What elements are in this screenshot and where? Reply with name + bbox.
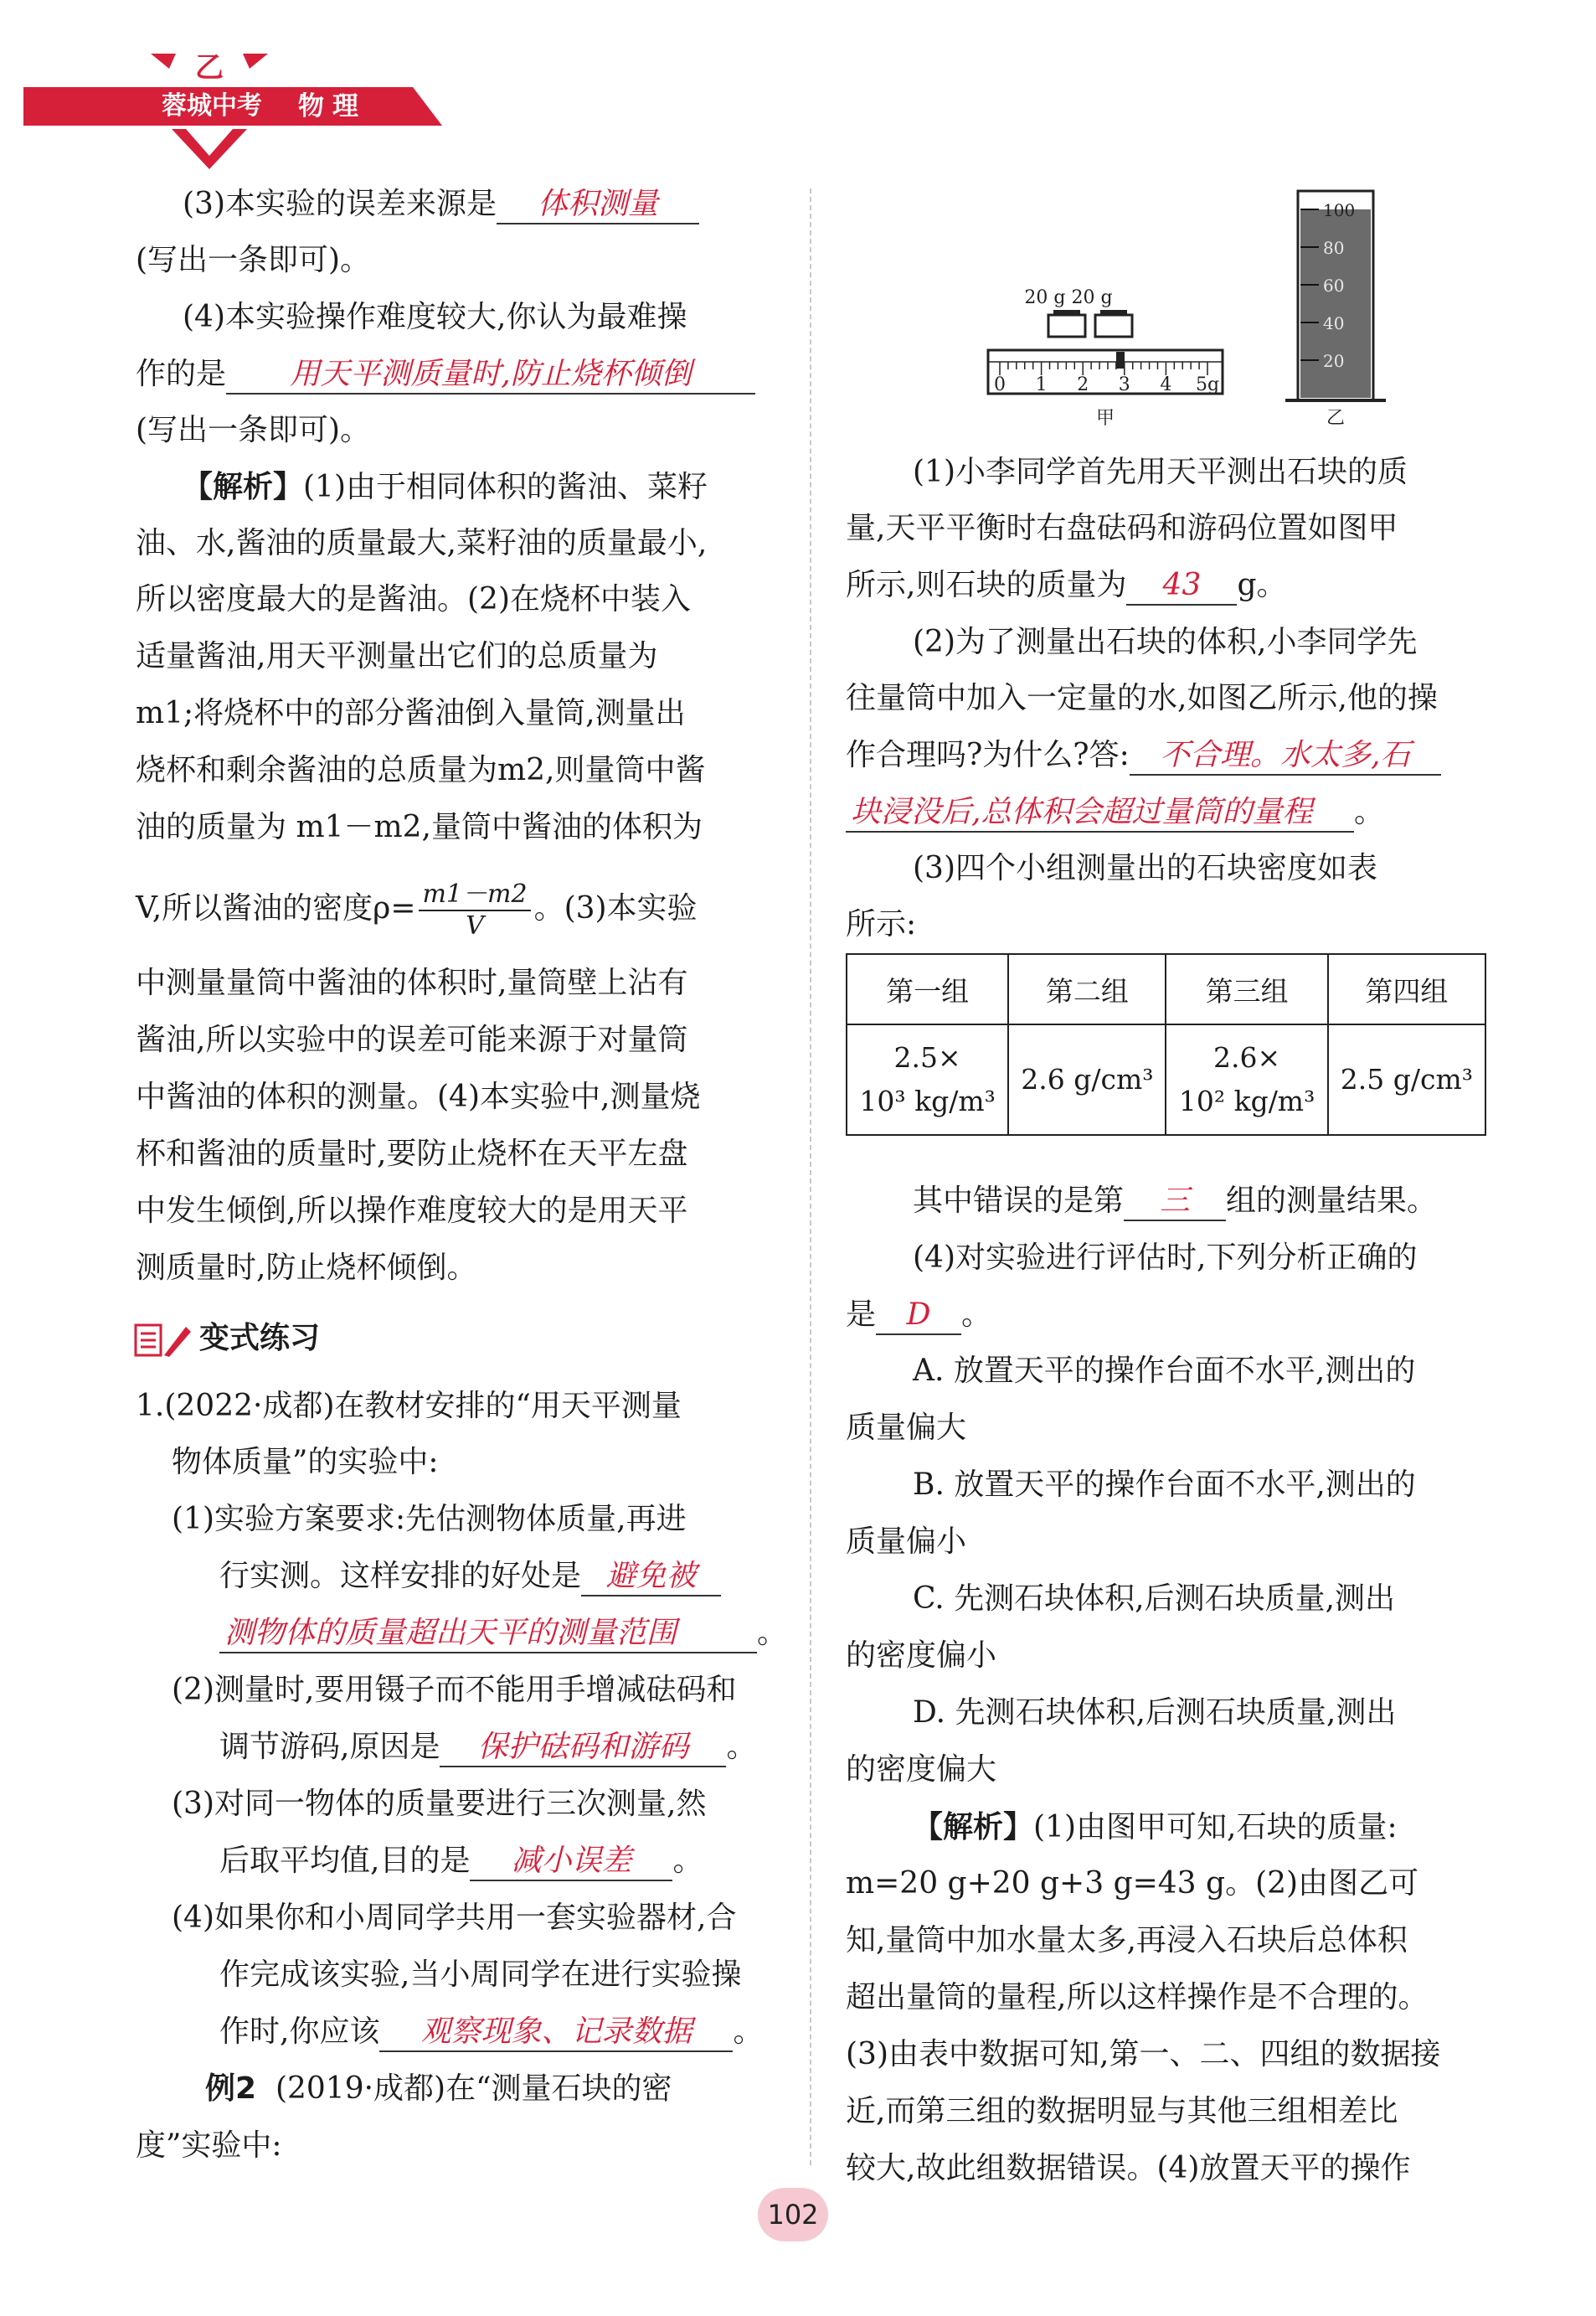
p2-line1: (2)为了测量出石块的体积,小李同学先 — [913, 625, 1418, 659]
answer-field: 用天平测质量时,防止烧杯倾倒 — [226, 356, 755, 395]
example-2-line2: 度”实验中: — [136, 2128, 282, 2163]
weights-label: 20 g 20 g — [1024, 287, 1113, 308]
ex1-q2-line1: (2)测量时,要用镊子而不能用手增减砝码和 — [172, 1673, 737, 1707]
p4-line1: (4)对实验进行评估时,下列分析正确的 — [913, 1241, 1418, 1275]
analysis-line: 所以密度最大的是酱油。(2)在烧杯中装入 — [136, 582, 691, 616]
answer-field: 测物体的质量超出天平的测量范围 — [219, 1615, 757, 1653]
analysis-line: 烧杯和剩余酱油的总质量为m2,则量筒中酱 — [136, 753, 706, 787]
table-header-cell: 第三组 — [1166, 954, 1327, 1024]
p3-answer-line: 其中错误的是第 三 组的测量结果。 — [913, 1181, 1437, 1221]
analysis-line: 中酱油的体积的测量。(4)本实验中,测量烧 — [136, 1080, 701, 1114]
balance-scale-ruler — [988, 350, 1223, 394]
svg-text:乙: 乙 — [195, 51, 224, 85]
q3-suffix: (写出一条即可)。 — [136, 243, 371, 277]
balance-and-cylinder-figure — [963, 176, 1532, 444]
cylinder-tick-label: 60 — [1323, 276, 1345, 296]
analysis-line: 超出量筒的量程,所以这样操作是不合理的。 — [846, 1980, 1429, 2014]
analysis-line: 油的质量为 m1－m2,量筒中酱油的体积为 — [136, 810, 703, 844]
analysis-line: 较大,故此组数据错误。(4)放置天平的操作 — [846, 2151, 1411, 2185]
example-label: 例2 — [205, 2071, 257, 2106]
ex1-q3-line1: (3)对同一物体的质量要进行三次测量,然 — [172, 1787, 707, 1821]
answer-field: D — [876, 1297, 961, 1335]
q4-line2: 作的是 用天平测质量时,防止烧杯倾倒 — [136, 354, 755, 395]
analysis-line: 【解析】(1)由图甲可知,石块的质量: — [913, 1809, 1398, 1844]
table-header-row — [847, 954, 1485, 1024]
figure-label-a: 甲 — [1095, 408, 1115, 429]
p4-line2: 是 D 。 — [846, 1295, 991, 1335]
p2-line4: 块浸没后,总体积会超过量筒的量程 。 — [846, 792, 1384, 833]
option-a-line1: A. 放置天平的操作台面不水平,测出的 — [913, 1354, 1416, 1388]
subject-title: 物理 — [298, 91, 367, 121]
table-header-cell: 第四组 — [1328, 954, 1485, 1024]
table-cell: 2.5 g/cm³ — [1328, 1024, 1485, 1135]
table-header-cell: 第二组 — [1008, 954, 1166, 1024]
cylinder-tick-label: 100 — [1323, 200, 1356, 220]
analysis-line: 适量酱油,用天平测量出它们的总质量为 — [136, 639, 658, 673]
ex1-q1-line3: 测物体的质量超出天平的测量范围 。 — [219, 1613, 787, 1653]
table-cell: 2.5× 10³ kg/m³ — [847, 1024, 1008, 1135]
p3-line2: 所示: — [846, 907, 917, 941]
analysis-line: 知,量筒中加水量太多,再浸入石块后总体积 — [846, 1923, 1408, 1958]
table-row — [847, 1024, 1485, 1135]
scale-tick-label: 1 — [1035, 374, 1048, 395]
p1-line2: 量,天平平衡时右盘砝码和游码位置如图甲 — [846, 511, 1398, 545]
answer-field: 保护砝码和游码 — [440, 1729, 726, 1767]
p1-line1: (1)小李同学首先用天平测出石块的质 — [913, 455, 1408, 489]
analysis-line: 近,而第三组的数据明显与其他三组相差比 — [846, 2094, 1398, 2128]
ex1-q2-line2: 调节游码,原因是 保护砝码和游码 。 — [219, 1727, 756, 1767]
practice-book-icon — [134, 1322, 193, 1359]
table-header-cell: 第一组 — [847, 954, 1008, 1024]
weight-icon — [1048, 310, 1085, 337]
analysis-line: 测质量时,防止烧杯倾倒。 — [136, 1251, 477, 1285]
option-b-line1: B. 放置天平的操作台面不水平,测出的 — [913, 1467, 1416, 1502]
analysis-line: 杯和酱油的质量时,要防止烧杯在天平左盘 — [136, 1137, 688, 1171]
analysis-line: m=20 g+20 g+3 g=43 g。(2)由图乙可 — [846, 1866, 1419, 1901]
answer-field: 三 — [1124, 1183, 1226, 1221]
analysis-line: 【解析】(1)由于相同体积的酱油、菜籽 — [183, 469, 708, 504]
cylinder-tick-label: 80 — [1323, 238, 1345, 258]
ex1-q3-line2: 后取平均值,目的是 减小误差 。 — [219, 1841, 703, 1881]
option-d-line2: 的密度偏大 — [846, 1752, 997, 1787]
graduated-cylinder — [1285, 191, 1386, 400]
q3-line: (3)本实验的误差来源是 体积测量 — [183, 184, 699, 224]
scale-tick-label: 5g — [1195, 374, 1220, 395]
ex1-q4-line2: 作完成该实验,当小周同学在进行实验操 — [219, 1958, 742, 1992]
option-c-line2: 的密度偏小 — [846, 1638, 997, 1673]
q4-suffix: (写出一条即可)。 — [136, 413, 371, 447]
ex1-q1-line1: (1)实验方案要求:先估测物体质量,再进 — [172, 1502, 687, 1536]
answer-field: 块浸没后,总体积会超过量筒的量程 — [846, 794, 1354, 833]
density-table — [846, 953, 1486, 1136]
scale-tick-label: 0 — [994, 374, 1006, 395]
page-number: 102 — [758, 2188, 828, 2241]
density-formula-line: V,所以酱油的密度ρ= $\frac{m1-m2}{V}$ 。(3)本实验 — [136, 879, 698, 941]
table-cell: 2.6× 10² kg/m³ — [1166, 1024, 1327, 1135]
column-divider — [810, 188, 811, 2165]
option-d-line1: D. 先测石块体积,后测石块质量,测出 — [913, 1695, 1397, 1730]
analysis-line: (3)由表中数据可知,第一、二、四组的数据接 — [846, 2037, 1441, 2071]
density-fraction: $\frac{m1-m2}{V}$ — [419, 879, 530, 941]
cylinder-tick-label: 40 — [1323, 313, 1345, 333]
analysis-line: 油、水,酱油的质量最大,菜籽油的质量最小, — [136, 526, 708, 560]
example-2-line1: 例2 (2019·成都)在“测量石块的密 — [205, 2071, 672, 2106]
rider-marker — [1116, 352, 1125, 369]
analysis-line: 中发生倾倒,所以操作难度较大的是用天平 — [136, 1194, 688, 1228]
answer-field: 43 — [1126, 567, 1237, 606]
analysis-line: m1;将烧杯中的部分酱油倒入量筒,测量出 — [136, 696, 686, 730]
scale-tick-label: 4 — [1160, 374, 1172, 395]
p2-line2: 往量筒中加入一定量的水,如图乙所示,他的操 — [846, 681, 1438, 715]
brand-name: 蓉城中考 — [149, 89, 275, 124]
p1-line3: 所示,则石块的质量为 43 g。 — [846, 565, 1287, 606]
answer-field: 体积测量 — [497, 186, 699, 224]
exercise-1-line2: 物体质量”的实验中: — [172, 1445, 439, 1479]
figure-label-b: 乙 — [1326, 408, 1346, 429]
analysis-line: 酱油,所以实验中的误差可能来源于对量筒 — [136, 1023, 688, 1057]
scale-tick-label: 3 — [1118, 374, 1130, 395]
q4-line1: (4)本实验操作难度较大,你认为最难操 — [183, 300, 687, 334]
option-a-line2: 质量偏大 — [846, 1411, 967, 1445]
scale-tick-label: 2 — [1077, 374, 1089, 395]
analysis-line: 中测量量筒中酱油的体积时,量筒壁上沾有 — [136, 966, 688, 1000]
exercise-1-line1: 1.(2022·成都)在教材安排的“用天平测量 — [136, 1389, 682, 1423]
table-cell: 2.6 g/cm³ — [1008, 1024, 1166, 1135]
ex1-q4-line1: (4)如果你和小周同学共用一套实验器材,合 — [172, 1901, 737, 1935]
option-c-line1: C. 先测石块体积,后测石块质量,测出 — [913, 1581, 1396, 1616]
answer-field: 观察现象、记录数据 — [379, 2014, 733, 2052]
cylinder-tick-label: 20 — [1323, 351, 1345, 371]
p3-line1: (3)四个小组测量出的石块密度如表 — [913, 851, 1377, 885]
answer-field: 不合理。水太多,石 — [1130, 737, 1441, 776]
weight-icon — [1095, 310, 1132, 337]
option-b-line2: 质量偏小 — [846, 1524, 967, 1559]
answer-field: 避免被 — [581, 1558, 721, 1596]
ex1-q1-line2: 行实测。这样安排的好处是 避免被 — [219, 1556, 721, 1596]
answer-field: 减小误差 — [470, 1843, 672, 1881]
section-title: 变式练习 — [199, 1321, 321, 1355]
p2-line3: 作合理吗?为什么?答: 不合理。水太多,石 — [846, 735, 1441, 776]
ex1-q4-line3: 作时,你应该 观察现象、记录数据 。 — [219, 2012, 763, 2052]
